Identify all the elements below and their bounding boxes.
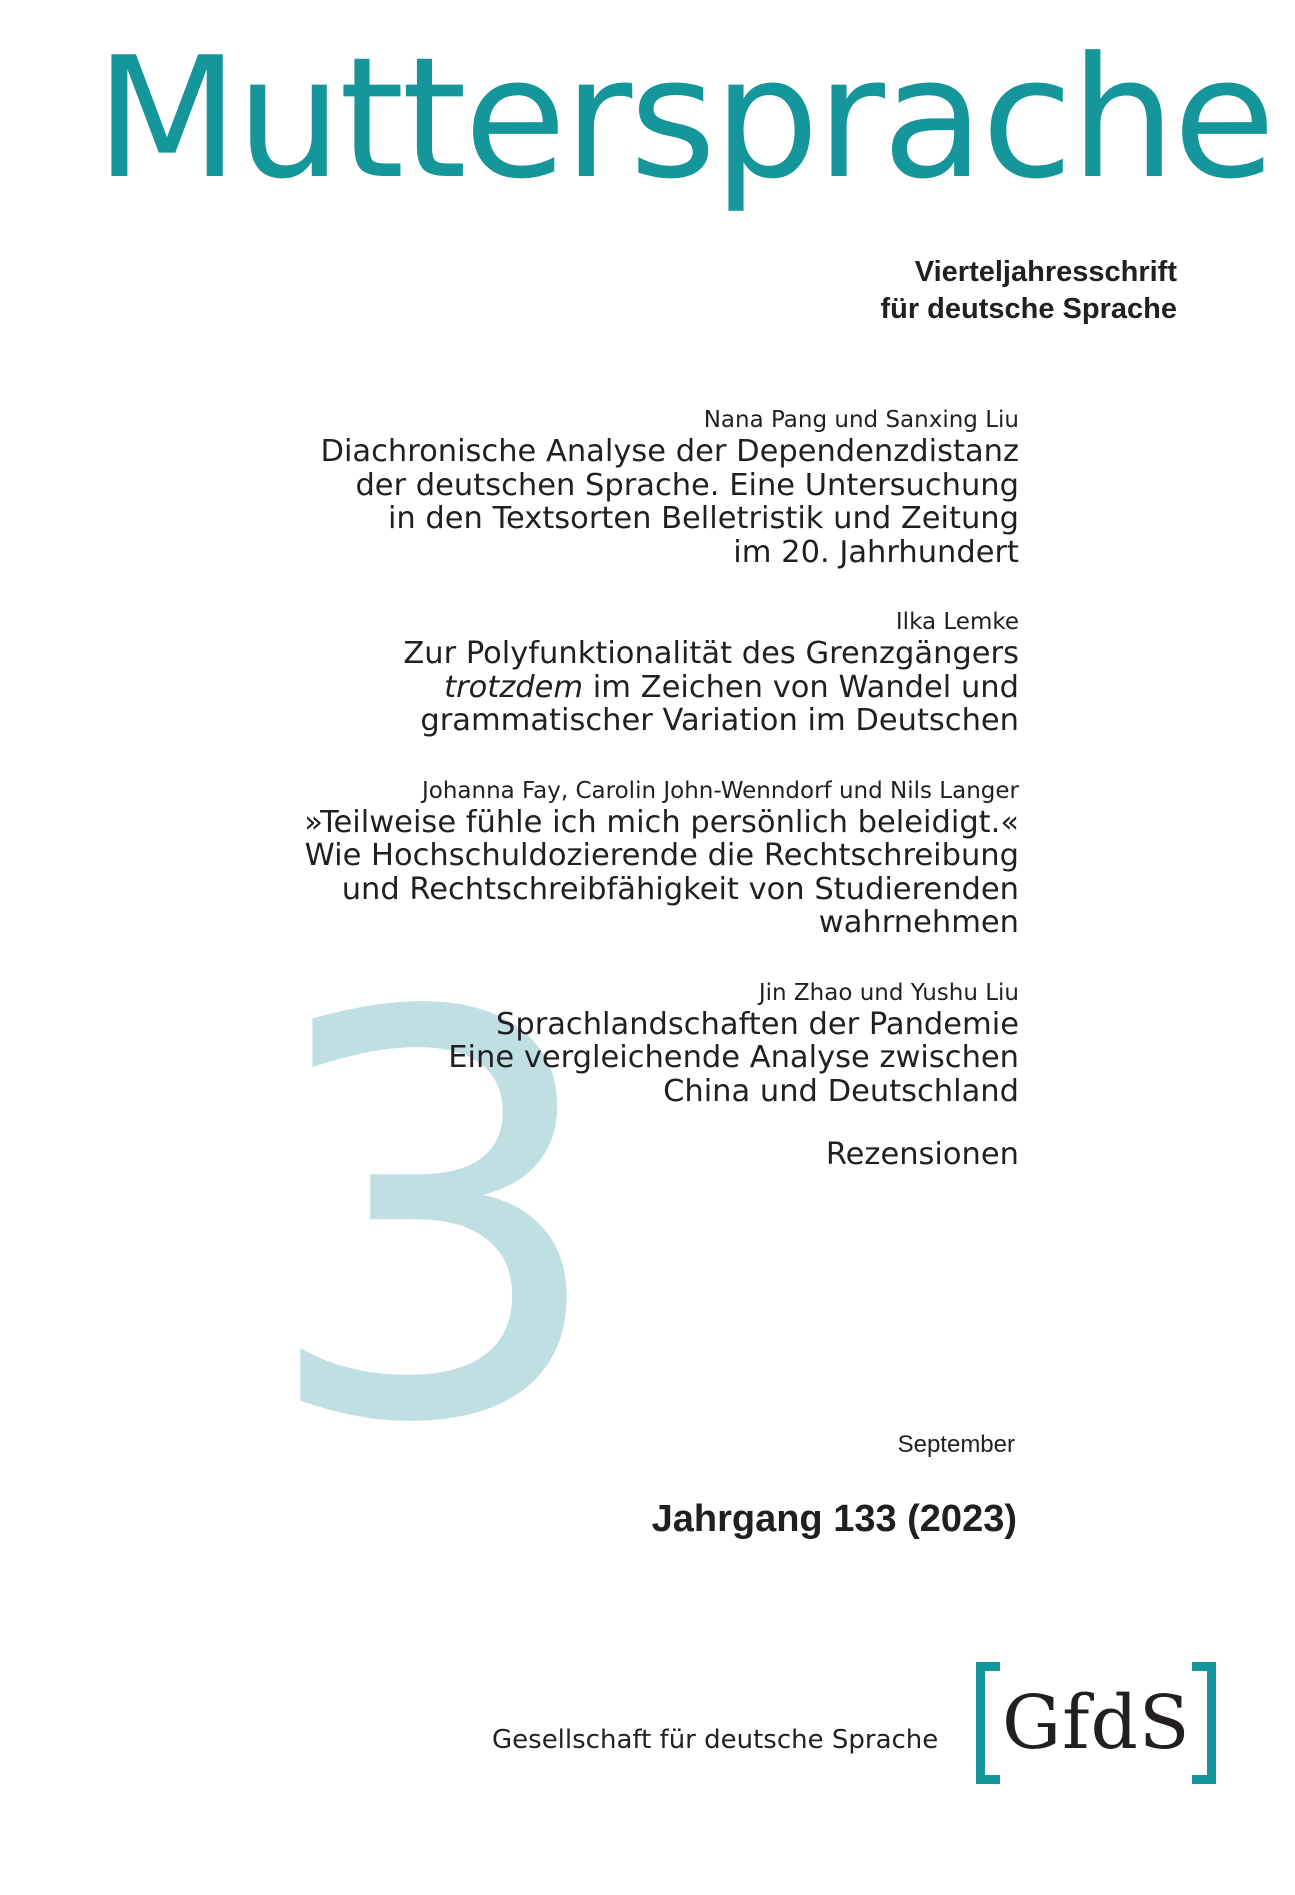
reviews-label: Rezensionen (825, 1137, 1019, 1172)
title-line: der deutschen Sprache. Eine Untersuchung (355, 467, 1019, 503)
article-entry (159, 978, 1019, 1109)
article-title (159, 806, 1019, 940)
title-line: China und Deutschland (663, 1073, 1019, 1109)
title-line: Wie Hochschuldozierende die Rechtschreibung (304, 838, 1019, 873)
article-title (159, 1008, 1019, 1109)
journal-title: Muttersprache (95, 22, 1273, 216)
title-line: »Teilweise fühle ich mich persönlich beleidigt.« (304, 804, 1019, 840)
logo-bracket-right (1192, 1662, 1216, 1784)
title-line: Eine vergleichende Analyse zwischen (448, 1040, 1019, 1075)
title-line (159, 671, 1019, 705)
gfds-logo (976, 1662, 1216, 1784)
subtitle-line: für deutsche Sprache (880, 293, 1177, 325)
issue-volume: Jahrgang 133 (2023) (651, 1498, 1017, 1540)
title-line: Zur Polyfunktionalität des Grenzgängers (403, 636, 1019, 671)
title-line: Sprachlandschaften der Pandemie (495, 1006, 1019, 1042)
title-line: grammatischer Variation im Deutschen (420, 703, 1019, 738)
subtitle-line: Vierteljahresschrift (914, 256, 1177, 288)
article-entry (159, 405, 1019, 569)
title-line: in den Textsorten Belletristik und Zeitung (387, 501, 1019, 536)
article-authors: Johanna Fay, Carolin John-Wenndorf und Nils Langer (421, 777, 1019, 804)
article-title (159, 637, 1019, 738)
logo-text: GfdS (1002, 1680, 1191, 1766)
publisher-name: Gesellschaft für deutsche Sprache (492, 1725, 939, 1755)
table-of-contents (159, 405, 1019, 1172)
article-entry (159, 607, 1019, 738)
title-line: wahrnehmen (818, 905, 1019, 940)
journal-subtitle (880, 254, 1177, 328)
article-entry (159, 776, 1019, 940)
title-italic-word: trotzdem (444, 669, 584, 705)
title-line: Diachronische Analyse der Dependenzdistanz (320, 434, 1019, 469)
title-line-rest: im Zeichen von Wandel und (583, 669, 1019, 705)
article-title (159, 435, 1019, 569)
article-authors: Jin Zhao und Yushu Liu (758, 979, 1019, 1006)
article-authors: Ilka Lemke (895, 609, 1019, 635)
title-line: und Rechtschreibfähigkeit von Studierenden (341, 871, 1019, 907)
article-authors: Nana Pang und Sanxing Liu (703, 407, 1019, 433)
issue-number: 3 (258, 898, 612, 1544)
issue-month: September (897, 1431, 1015, 1458)
logo-bracket-left (976, 1662, 1000, 1784)
title-line: im 20. Jahrhundert (733, 534, 1019, 570)
